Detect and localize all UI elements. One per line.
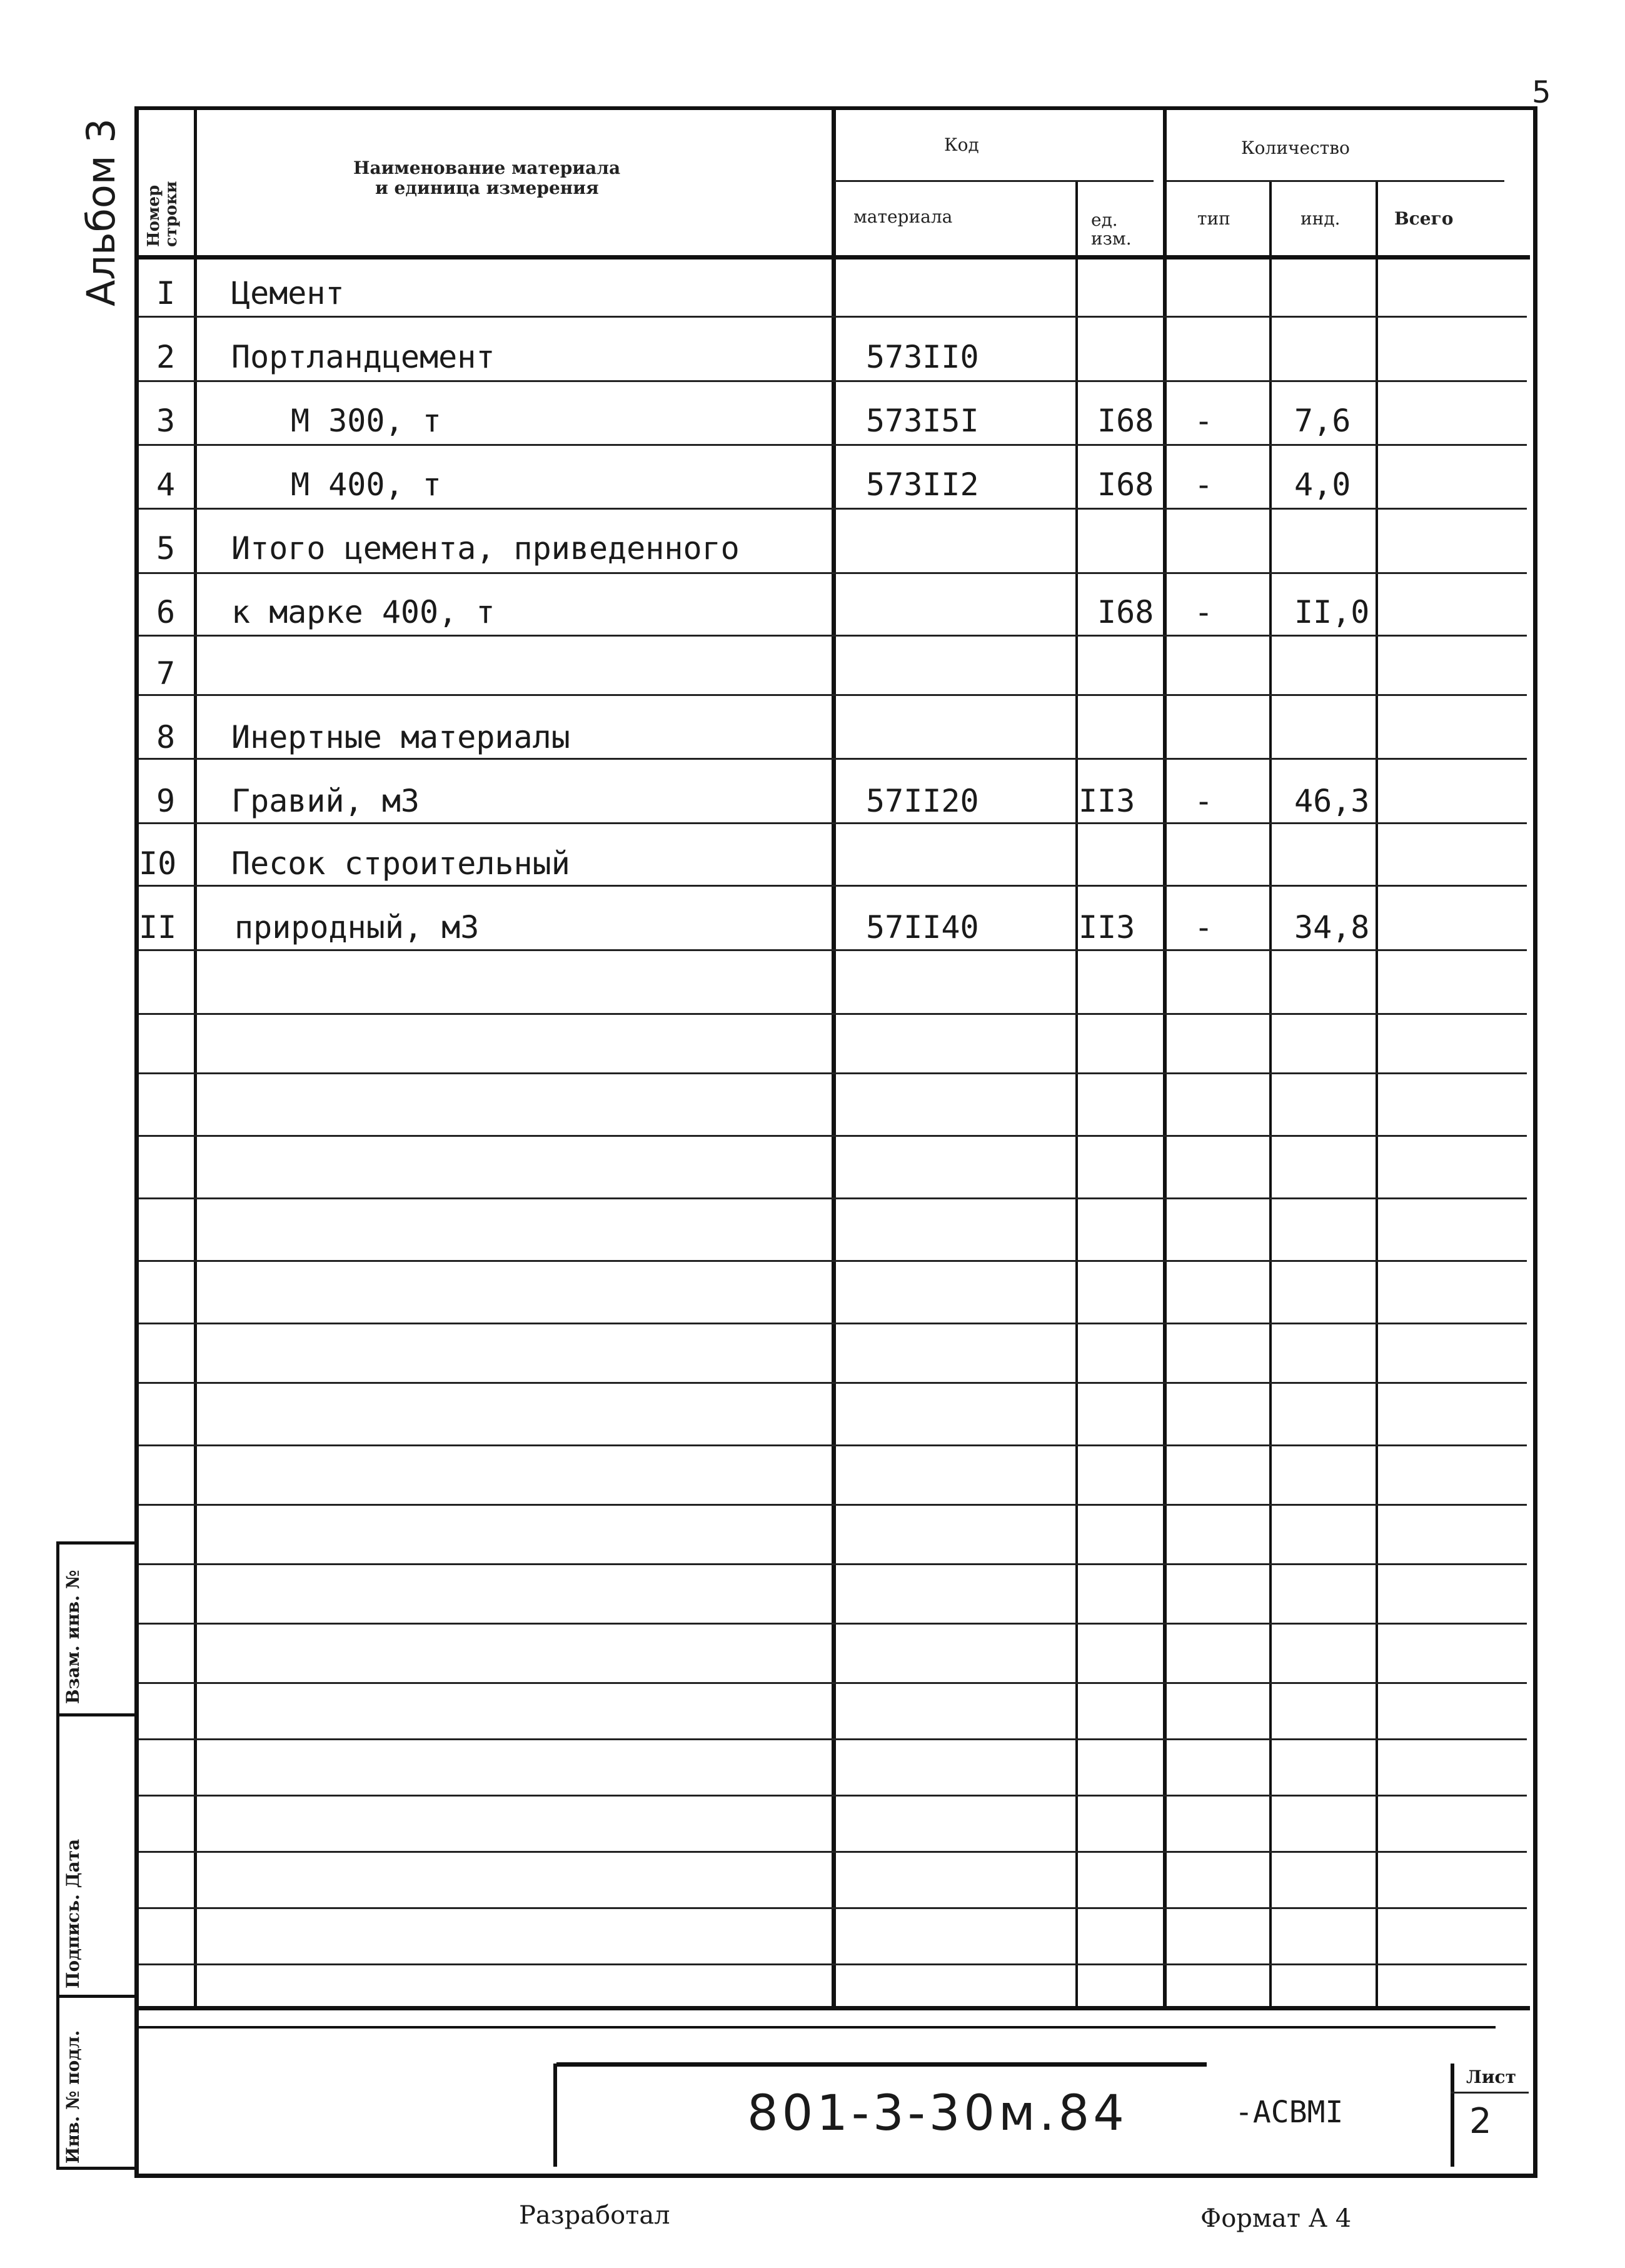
row-number: II [139,909,177,945]
header-code-material: материала [853,206,953,227]
row-qty-ind: 7,6 [1294,403,1351,439]
header-code-unit-2: изм. [1091,228,1132,249]
row-name: природный, м3 [234,909,480,945]
header-code: Код [944,134,979,155]
row-qty-type: - [1194,594,1214,630]
header-name-line2: и единица измерения [375,178,599,198]
row-name: Песок строительный [231,845,570,882]
header-qty-total: Всего [1394,208,1454,229]
col-divider-ind [1376,181,1378,2007]
row-number: 9 [156,783,176,819]
col-divider-type [1269,181,1272,2007]
stamp-inv-orig: Инв. № подл. [63,2030,83,2164]
footer-developed: Разработал [519,2201,670,2230]
row-material-code: 57II20 [866,783,979,819]
header-qty-ind: инд. [1301,208,1341,229]
row-number: 3 [156,403,176,439]
sheet-number: 2 [1469,2101,1492,2142]
header-code-rule [835,180,1154,182]
row-unit-code: I68 [1097,466,1154,503]
row-number: 6 [156,594,176,630]
col-divider-name [832,110,836,2008]
row-name: к марке 400, т [231,594,495,630]
row-qty-ind: 46,3 [1294,783,1370,819]
row-qty-ind: 4,0 [1294,466,1351,503]
page-number: 5 [1532,75,1551,110]
header-name-line1: Наименование материала [353,158,621,178]
row-number: I [156,275,176,311]
document-designation: 801-3-30м.84 [747,2085,1128,2142]
row-qty-ind: II,0 [1294,594,1370,630]
row-unit-code: I68 [1097,594,1154,630]
row-number: 5 [156,530,176,567]
row-number: I0 [139,845,177,882]
row-qty-type: - [1194,909,1214,945]
row-unit-code: II3 [1079,783,1135,819]
row-name: Инертные материалы [231,719,570,755]
row-qty-type: - [1194,783,1214,819]
row-number: 2 [156,339,176,375]
row-unit-code: I68 [1097,403,1154,439]
col-divider-num [194,110,197,2008]
row-unit-code: II3 [1079,909,1135,945]
stamp-replace-inv: Взам. инв. № [63,1570,83,1704]
footer-format: Формат А 4 [1200,2204,1352,2233]
header-bottom-rule [139,255,1530,260]
row-number: 4 [156,466,176,503]
album-label: Альбом 3 [78,118,124,306]
header-row-number: Номер строки [144,181,181,247]
row-material-code: 57II40 [866,909,979,945]
row-name: Итого цемента, приведенного [231,530,740,567]
header-qty-rule [1167,180,1504,182]
document-suffix: -АСВМI [1235,2095,1344,2130]
header-quantity: Количество [1241,138,1350,158]
row-material-code: 573II2 [866,466,979,503]
row-qty-ind: 34,8 [1294,909,1370,945]
col-divider-code [1075,181,1078,2007]
row-qty-type: - [1194,403,1214,439]
row-qty-type: - [1194,466,1214,503]
row-name: Портландцемент [231,339,495,375]
row-material-code: 573II0 [866,339,979,375]
row-number: 7 [156,655,176,692]
row-number: 8 [156,719,176,755]
col-divider-unit [1163,110,1167,2008]
row-name: М 400, т [291,466,441,503]
stamp-sign-date: Подпись. Дата [63,1838,83,1988]
row-name: Цемент [231,275,345,311]
row-name: М 300, т [291,403,441,439]
header-qty-type: тип [1197,208,1230,229]
sheet-label: Лист [1466,2067,1516,2087]
header-code-unit-1: ед. [1091,209,1118,230]
row-name: Гравий, м3 [231,783,420,819]
row-material-code: 573I5I [866,403,979,439]
